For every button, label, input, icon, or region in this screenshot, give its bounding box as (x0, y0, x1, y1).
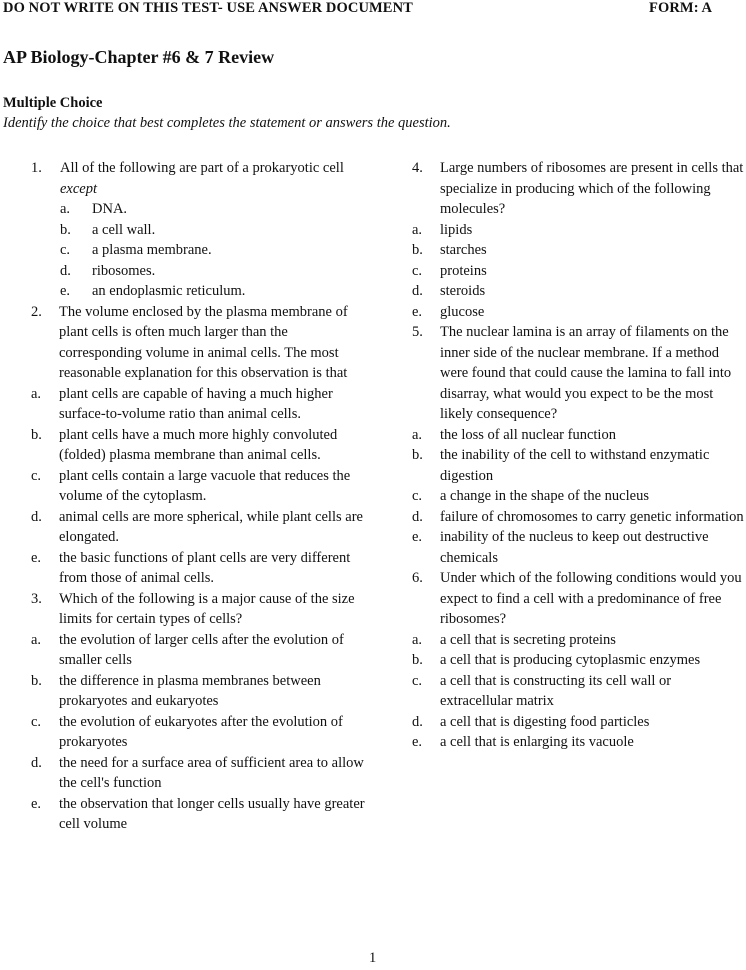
option: c. proteins (412, 262, 487, 279)
question-1 (31, 158, 371, 302)
option: d. animal cells are more spherical, while plant cells are elongated. (31, 508, 363, 545)
option: e. a cell that is enlarging its vacuole (412, 734, 634, 750)
question-number: 4. (412, 160, 423, 176)
question-stem: All of the following are part of a prokaryotic cell except (60, 160, 344, 197)
option: a. plant cells are capable of having a much higher surface-to-volume ratio than animal cells. (31, 385, 333, 422)
question-6 (412, 568, 746, 630)
question-stem: Large numbers of ribosomes are present in cells that specialize in producing which of the following molecules? (440, 160, 744, 217)
option: d. a cell that is digesting food particles (412, 713, 650, 730)
option: d. the need for a surface area of sufficient area to allow the cell's function (31, 754, 364, 791)
option: d. steroids (412, 283, 486, 299)
question-stem: The nuclear lamina is an array of filaments on the inner side of the nuclear membrane. If a method were found that could cause the lamina to fall into disarray, what would you expect to be the most likely consequence? (440, 324, 732, 422)
option: b. a cell that is producing cytoplasmic enzymes (412, 652, 701, 668)
header-notice: DO NOT WRITE ON THIS TEST- USE ANSWER DOCUMENT (3, 0, 413, 16)
section-heading: Multiple Choice (3, 95, 103, 111)
option: c. the evolution of eukaryotes after the evolution of prokaryotes (31, 713, 343, 750)
option: a. the loss of all nuclear function (412, 426, 616, 443)
option: d. failure of chromosomes to carry genetic information (412, 508, 744, 525)
section-instructions: Identify the choice that best completes the statement or answers the question. (3, 115, 451, 131)
option: a. lipids (412, 221, 473, 238)
option: e. glucose (412, 303, 485, 320)
option: c. a change in the shape of the nucleus (412, 488, 649, 504)
option: b. the inability of the cell to withstand enzymatic digestion (412, 447, 710, 484)
form-label: FORM: A (649, 0, 713, 16)
option: e. the observation that longer cells usually have greater cell volume (31, 795, 365, 832)
option: d. ribosomes. (60, 262, 156, 279)
question-2 (31, 302, 371, 384)
question-5 (412, 322, 746, 425)
question-number: 6. (412, 570, 423, 586)
option: a. a cell that is secreting proteins (412, 631, 616, 648)
left-column (31, 158, 371, 835)
question-number: 3. (31, 590, 42, 607)
right-column (412, 158, 746, 753)
option: b. a cell wall. (60, 221, 156, 238)
option: e. inability of the nucleus to keep out destructive chemicals (412, 529, 709, 566)
page-title: AP Biology-Chapter #6 & 7 Review (3, 47, 275, 67)
option: a. the evolution of larger cells after the evolution of smaller cells (31, 631, 344, 668)
question-stem: Which of the following is a major cause of the size limits for certain types of cells? (59, 590, 355, 627)
stem-emphasis: except (60, 180, 98, 197)
option: a. DNA. (60, 201, 128, 217)
question-4 (412, 158, 746, 220)
question-number: 1. (31, 160, 42, 176)
option: c. a cell that is constructing its cell wall or extracellular matrix (412, 672, 672, 709)
option: c. plant cells contain a large vacuole that reduces the volume of the cytoplasm. (31, 467, 351, 504)
question-stem: The volume enclosed by the plasma membrane of plant cells is often much larger than the corresponding volume in animal cells. The most reasonable explanation for this observation is that (59, 303, 348, 381)
question-3 (31, 589, 371, 630)
option: e. an endoplasmic reticulum. (60, 283, 246, 299)
option: b. starches (412, 242, 487, 258)
question-stem: Under which of the following conditions would you expect to find a cell with a predominance of free ribosomes? (440, 570, 742, 627)
option: c. a plasma membrane. (60, 242, 212, 258)
option: b. plant cells have a much more highly convoluted (folded) plasma membrane than animal cells. (31, 426, 338, 463)
page-number: 1 (369, 950, 377, 966)
option: e. the basic functions of plant cells are very different from those of animal cells. (31, 549, 351, 586)
option: b. the difference in plasma membranes between prokaryotes and eukaryotes (31, 672, 321, 709)
question-number: 5. (412, 324, 423, 340)
question-number: 2. (31, 303, 42, 320)
